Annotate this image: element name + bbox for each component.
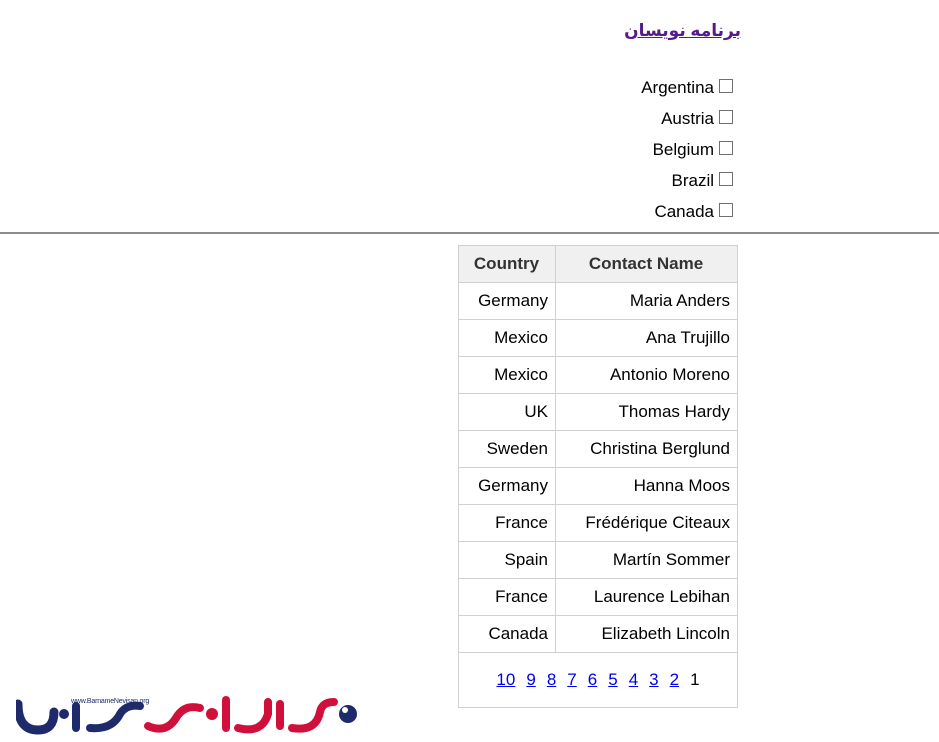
country-filter-list xyxy=(533,72,733,227)
cell-country: Sweden xyxy=(459,431,556,468)
filter-label: Argentina xyxy=(641,77,714,97)
cell-contact-name: Frédérique Citeaux xyxy=(556,505,738,542)
column-header-contact-name[interactable]: Contact Name xyxy=(556,246,738,283)
site-title-link[interactable]: برنامه نویسان xyxy=(624,21,741,40)
logo-url-text: www.BarnameNevisan.org xyxy=(71,698,150,705)
cell-country: Canada xyxy=(459,616,556,653)
filter-row-belgium[interactable] xyxy=(533,134,733,165)
table-row xyxy=(459,505,738,542)
cell-contact-name: Maria Anders xyxy=(556,283,738,320)
pager-link-5[interactable]: 5 xyxy=(608,670,618,689)
cell-contact-name: Christina Berglund xyxy=(556,431,738,468)
cell-contact-name: Ana Trujillo xyxy=(556,320,738,357)
filter-row-brazil[interactable] xyxy=(533,165,733,196)
filter-label: Austria xyxy=(661,108,714,128)
table-row xyxy=(459,468,738,505)
pager-link-4[interactable]: 4 xyxy=(628,670,639,689)
cell-country: France xyxy=(459,579,556,616)
table-row xyxy=(459,320,738,357)
checkbox-austria[interactable] xyxy=(719,110,733,124)
pager-link-8[interactable]: 8 xyxy=(546,670,557,689)
table-row xyxy=(459,542,738,579)
filter-label: Brazil xyxy=(671,170,714,190)
pager-link-7[interactable]: 7 xyxy=(567,670,577,689)
pager-link-3[interactable]: 3 xyxy=(649,670,659,689)
cell-country: Spain xyxy=(459,542,556,579)
cell-country: UK xyxy=(459,394,556,431)
cell-country: France xyxy=(459,505,556,542)
cell-country: Mexico xyxy=(459,320,556,357)
cell-country: Germany xyxy=(459,283,556,320)
filter-row-argentina[interactable] xyxy=(533,72,733,103)
table-row xyxy=(459,431,738,468)
table-row xyxy=(459,394,738,431)
filter-row-canada[interactable] xyxy=(533,196,733,227)
horizontal-rule xyxy=(0,232,939,234)
pager xyxy=(496,670,699,690)
cell-contact-name: Hanna Moos xyxy=(556,468,738,505)
pager-link-6[interactable]: 6 xyxy=(587,670,598,689)
logo-mark-icon xyxy=(16,690,364,738)
pager-cell xyxy=(459,653,738,708)
filter-label: Canada xyxy=(654,201,714,221)
pager-row xyxy=(459,653,738,708)
cell-contact-name: Antonio Moreno xyxy=(556,357,738,394)
pager-current-page: 1 xyxy=(690,670,700,689)
cell-contact-name: Elizabeth Lincoln xyxy=(556,616,738,653)
cell-contact-name: Martín Sommer xyxy=(556,542,738,579)
cell-country: Germany xyxy=(459,468,556,505)
cell-contact-name: Laurence Lebihan xyxy=(556,579,738,616)
pager-link-2[interactable]: 2 xyxy=(669,670,680,689)
checkbox-brazil[interactable] xyxy=(719,172,733,186)
table-row xyxy=(459,616,738,653)
checkbox-argentina[interactable] xyxy=(719,79,733,93)
cell-contact-name: Thomas Hardy xyxy=(556,394,738,431)
checkbox-belgium[interactable] xyxy=(719,141,733,155)
table-row xyxy=(459,283,738,320)
cell-country: Mexico xyxy=(459,357,556,394)
grid-header-row xyxy=(459,246,738,283)
filter-label: Belgium xyxy=(652,139,714,159)
pager-link-9[interactable]: 9 xyxy=(526,670,536,689)
checkbox-canada[interactable] xyxy=(719,203,733,217)
customers-grid xyxy=(458,245,738,708)
filter-row-austria[interactable] xyxy=(533,103,733,134)
pager-link-10[interactable]: 10 xyxy=(496,670,516,689)
column-header-country[interactable]: Country xyxy=(459,246,556,283)
table-row xyxy=(459,579,738,616)
table-row xyxy=(459,357,738,394)
barnamenevisan-logo xyxy=(16,690,364,738)
